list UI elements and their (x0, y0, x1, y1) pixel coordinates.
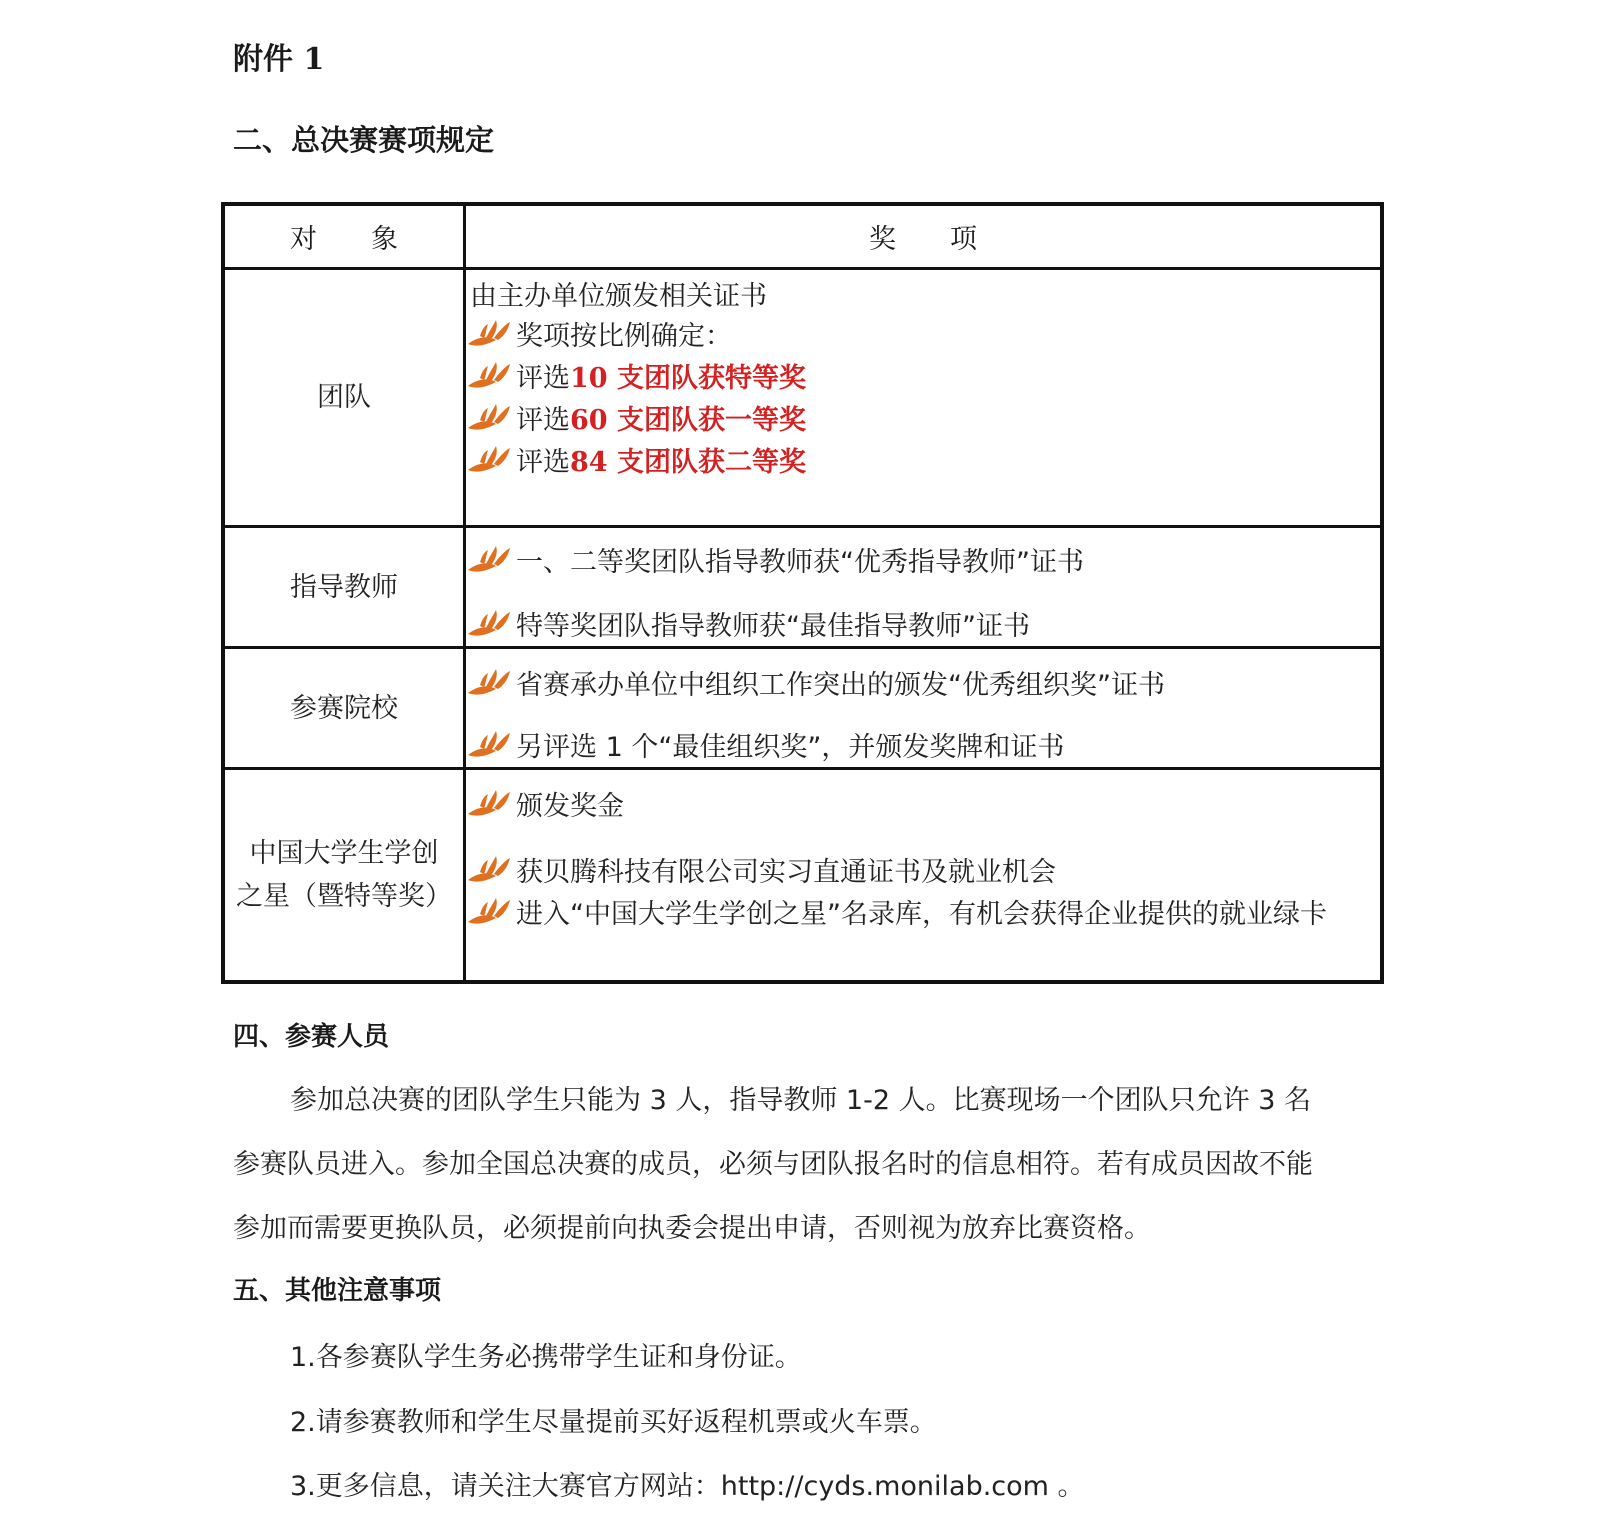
item-text: 省赛承办单位中组织工作突出的颁发“优秀组织奖”证书 (516, 670, 1165, 701)
table-row (223, 527, 1382, 648)
item-text: 特等奖团队指导教师获“最佳指导教师”证书 (516, 611, 1030, 642)
section-4-title: 四、参赛人员 (233, 1022, 390, 1052)
header-award: 奖 项 (465, 204, 1383, 269)
list-item (466, 892, 1327, 931)
notice-item: 2.请参赛教师和学生尽量提前买好返程机票或火车票。 (290, 1407, 937, 1438)
table-row (223, 769, 1382, 983)
list-item (466, 398, 806, 437)
object-star-line1: 中国大学生学创 (249, 838, 439, 869)
item-text: 奖项按比例确定： (516, 321, 732, 352)
object-teacher: 指导教师 (223, 527, 465, 648)
item-text: 获贝腾科技有限公司实习直通证书及就业机会 (516, 857, 1056, 888)
plain-line: 由主办单位颁发相关证书 (470, 281, 767, 312)
header-object: 对 象 (223, 204, 465, 269)
award-cell-star (465, 769, 1383, 983)
list-item (466, 604, 1030, 643)
leaf-bullet-icon (466, 667, 512, 699)
highlight-text: 60 支团队获一等奖 (570, 405, 806, 436)
section-4-para-line: 参加总决赛的团队学生只能为 3 人，指导教师 1-2 人。比赛现场一个团队只允许 3 名 (290, 1085, 1311, 1116)
awards-table (221, 202, 1384, 984)
item-text: 另评选 1 个“最佳组织奖”，并颁发奖牌和证书 (516, 732, 1065, 763)
annex-label: 附件 1 (233, 42, 325, 77)
list-item (466, 850, 1056, 889)
award-cell-teacher (465, 527, 1383, 648)
list-item (466, 440, 806, 479)
award-cell-school (465, 648, 1383, 769)
item-text: 一、二等奖团队指导教师获“优秀指导教师”证书 (516, 547, 1084, 578)
leaf-bullet-icon (466, 608, 512, 640)
section-4-para-line: 参加而需要更换队员，必须提前向执委会提出申请，否则视为放弃比赛资格。 (233, 1213, 1151, 1244)
leaf-bullet-icon (466, 318, 512, 350)
leaf-bullet-icon (466, 788, 512, 820)
leaf-bullet-icon (466, 360, 512, 392)
section-4-para-line: 参赛队员进入。参加全国总决赛的成员，必须与团队报名时的信息相符。若有成员因故不能 (233, 1149, 1313, 1180)
object-team: 团队 (223, 269, 465, 527)
table-header-row (223, 204, 1382, 269)
object-school: 参赛院校 (223, 648, 465, 769)
list-item (466, 540, 1084, 579)
leaf-bullet-icon (466, 729, 512, 761)
object-star (223, 769, 465, 983)
section-5-title: 五、其他注意事项 (233, 1276, 442, 1306)
list-item (466, 725, 1064, 764)
item-text: 进入“中国大学生学创之星”名录库，有机会获得企业提供的就业绿卡 (516, 899, 1327, 930)
item-text: 颁发奖金 (516, 791, 624, 822)
list-item (466, 784, 624, 823)
table-row (223, 269, 1382, 527)
leaf-bullet-icon (466, 402, 512, 434)
list-item (466, 356, 806, 395)
award-cell-team (465, 269, 1383, 527)
item-text: 评选 (516, 447, 570, 478)
highlight-text: 84 支团队获二等奖 (570, 447, 806, 478)
item-text: 评选 (516, 405, 570, 436)
leaf-bullet-icon (466, 854, 512, 886)
item-text: 评选 (516, 363, 570, 394)
notice-item: 1.各参赛队学生务必携带学生证和身份证。 (290, 1342, 802, 1373)
list-item (466, 314, 732, 353)
section-2-title: 二、总决赛赛项规定 (233, 123, 495, 157)
list-item (466, 663, 1165, 702)
notice-item: 3.更多信息，请关注大赛官方网站：http://cyds.monilab.com 。 (290, 1471, 1085, 1502)
leaf-bullet-icon (466, 444, 512, 476)
leaf-bullet-icon (466, 896, 512, 928)
table-row (223, 648, 1382, 769)
leaf-bullet-icon (466, 544, 512, 576)
highlight-text: 10 支团队获特等奖 (570, 363, 806, 394)
object-star-line2: 之星（暨特等奖） (236, 881, 452, 912)
